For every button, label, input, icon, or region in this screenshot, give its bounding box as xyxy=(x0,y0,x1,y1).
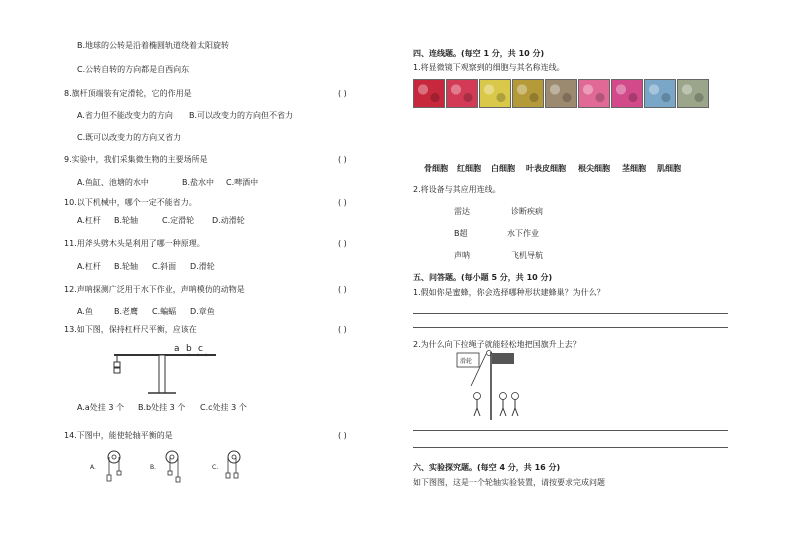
device-b-ultrasound[interactable]: B超 xyxy=(454,229,468,238)
q10-question: 10.以下机械中，哪个一定不能省力。 xyxy=(64,198,197,207)
q12-option-d: D.章鱼 xyxy=(190,307,215,316)
q10-option-b: B.轮轴 xyxy=(114,216,139,225)
q14-answer-paren[interactable]: ( ) xyxy=(338,431,347,440)
q13-option-a: A.a处挂 3 个 xyxy=(77,403,124,412)
q9-question: 9.实验中，我们采集微生物的主要场所是 xyxy=(64,155,208,164)
q10-answer-paren[interactable]: ( ) xyxy=(338,198,347,207)
cell-image-1 xyxy=(413,79,445,108)
lever-diagram xyxy=(110,340,220,396)
q9-option-a: A.鱼缸、池塘的水中 xyxy=(77,178,149,187)
lever-label-a: a xyxy=(174,344,180,354)
q9-option-c: C.啤酒中 xyxy=(226,178,259,187)
cell-name-muscle[interactable]: 肌细胞 xyxy=(657,164,681,173)
q13-answer-paren[interactable]: ( ) xyxy=(338,325,347,334)
section4-q2: 2.将设备与其应用连线。 xyxy=(413,185,501,194)
cell-image-7 xyxy=(611,79,643,108)
q13-option-c: C.c处挂 3 个 xyxy=(200,403,247,412)
cell-name-leaf-epidermis[interactable]: 叶表皮细胞 xyxy=(526,164,566,173)
application-aviation[interactable]: 飞机导航 xyxy=(511,251,543,260)
section6-title: 六、实验探究题。(每空 4 分，共 16 分) xyxy=(413,463,561,472)
section6-intro: 如下图图，这是一个轮轴实验装置，请按要求完成问题 xyxy=(413,478,605,487)
cell-image-5 xyxy=(545,79,577,108)
q12-answer-paren[interactable]: ( ) xyxy=(338,285,347,294)
q11-option-c: C.斜面 xyxy=(152,262,177,271)
wheel-axle-diagram-c xyxy=(222,449,250,483)
section5-q1: 1.假如你是蜜蜂，你会选择哪种形状建蜂巢？为什么？ xyxy=(413,288,605,297)
section5-title: 五、问答题。(每小题 5 分，共 10 分) xyxy=(413,273,553,282)
cell-image-9 xyxy=(677,79,709,108)
wheel-axle-diagram-a xyxy=(102,449,130,483)
q7-option-c: C.公转自转的方向都是自西向东 xyxy=(77,65,190,74)
cell-name-white-blood[interactable]: 白细胞 xyxy=(491,164,515,173)
q12-question: 12.声呐探测广泛用于水下作业，声呐模仿的动物是 xyxy=(64,285,245,294)
q11-option-d: D.滑轮 xyxy=(190,262,215,271)
q8-option-c: C.既可以改变力的方向又省力 xyxy=(77,133,182,142)
cell-image-3 xyxy=(479,79,511,108)
cell-image-2 xyxy=(446,79,478,108)
q9-option-b: B.盐水中 xyxy=(182,178,215,187)
wheel-axle-diagram-b xyxy=(160,449,188,483)
answer-line-4[interactable] xyxy=(413,447,728,448)
q11-option-a: A.杠杆 xyxy=(77,262,101,271)
device-radar[interactable]: 雷达 xyxy=(454,207,470,216)
cell-name-red-blood[interactable]: 红细胞 xyxy=(457,164,481,173)
application-diagnosis[interactable]: 诊断疾病 xyxy=(511,207,543,216)
q12-option-c: C.蝙蝠 xyxy=(152,307,177,316)
q10-option-c: C.定滑轮 xyxy=(162,216,195,225)
q14-question: 14.下图中，能使轮轴平衡的是 xyxy=(64,431,173,440)
q11-answer-paren[interactable]: ( ) xyxy=(338,239,347,248)
wheel-label-b: B. xyxy=(150,464,157,471)
q13-option-b: B.b处挂 3 个 xyxy=(138,403,186,412)
wheel-label-c: C. xyxy=(212,464,219,471)
cell-image-6 xyxy=(578,79,610,108)
q8-option-a: A.省力但不能改变力的方向 xyxy=(77,111,173,120)
q11-question: 11.用斧头劈木头是利用了哪一种原理。 xyxy=(64,239,205,248)
q8-answer-paren[interactable]: ( ) xyxy=(338,89,347,98)
section4-q1: 1.将显微镜下观察到的细胞与其名称连线。 xyxy=(413,63,565,72)
pulley-label: 滑轮 xyxy=(460,358,473,365)
cell-name-bone[interactable]: 骨细胞 xyxy=(424,164,448,173)
wheel-label-a: A. xyxy=(90,464,96,471)
cell-name-stem[interactable]: 茎细胞 xyxy=(622,164,646,173)
section4-title: 四、连线题。(每空 1 分，共 10 分) xyxy=(413,49,545,58)
cell-name-root-tip[interactable]: 根尖细胞 xyxy=(578,164,610,173)
device-sonar[interactable]: 声呐 xyxy=(454,251,470,260)
q7-option-b: B.地球的公转是沿着椭圆轨道绕着太阳旋转 xyxy=(77,41,230,50)
cell-image-4 xyxy=(512,79,544,108)
answer-line-3[interactable] xyxy=(413,430,728,431)
section5-q2: 2.为什么向下拉绳子就能轻松地把国旗升上去？ xyxy=(413,340,581,349)
answer-line-1[interactable] xyxy=(413,313,728,314)
q10-option-d: D.动滑轮 xyxy=(212,216,245,225)
q12-option-a: A.鱼 xyxy=(77,307,93,316)
q8-option-b: B.可以改变力的方向但不省力 xyxy=(189,111,294,120)
answer-line-2[interactable] xyxy=(413,327,728,328)
q13-question: 13.如下图，保持杠杆尺平衡，应该在 xyxy=(64,325,197,334)
application-underwater[interactable]: 水下作业 xyxy=(507,229,539,238)
lever-label-c: c xyxy=(198,344,203,354)
cell-image-8 xyxy=(644,79,676,108)
q9-answer-paren[interactable]: ( ) xyxy=(338,155,347,164)
q10-option-a: A.杠杆 xyxy=(77,216,101,225)
q8-question: 8.旗杆顶端装有定滑轮，它的作用是 xyxy=(64,89,192,98)
q11-option-b: B.轮轴 xyxy=(114,262,139,271)
lever-label-b: b xyxy=(186,344,192,354)
q12-option-b: B.老鹰 xyxy=(114,307,139,316)
